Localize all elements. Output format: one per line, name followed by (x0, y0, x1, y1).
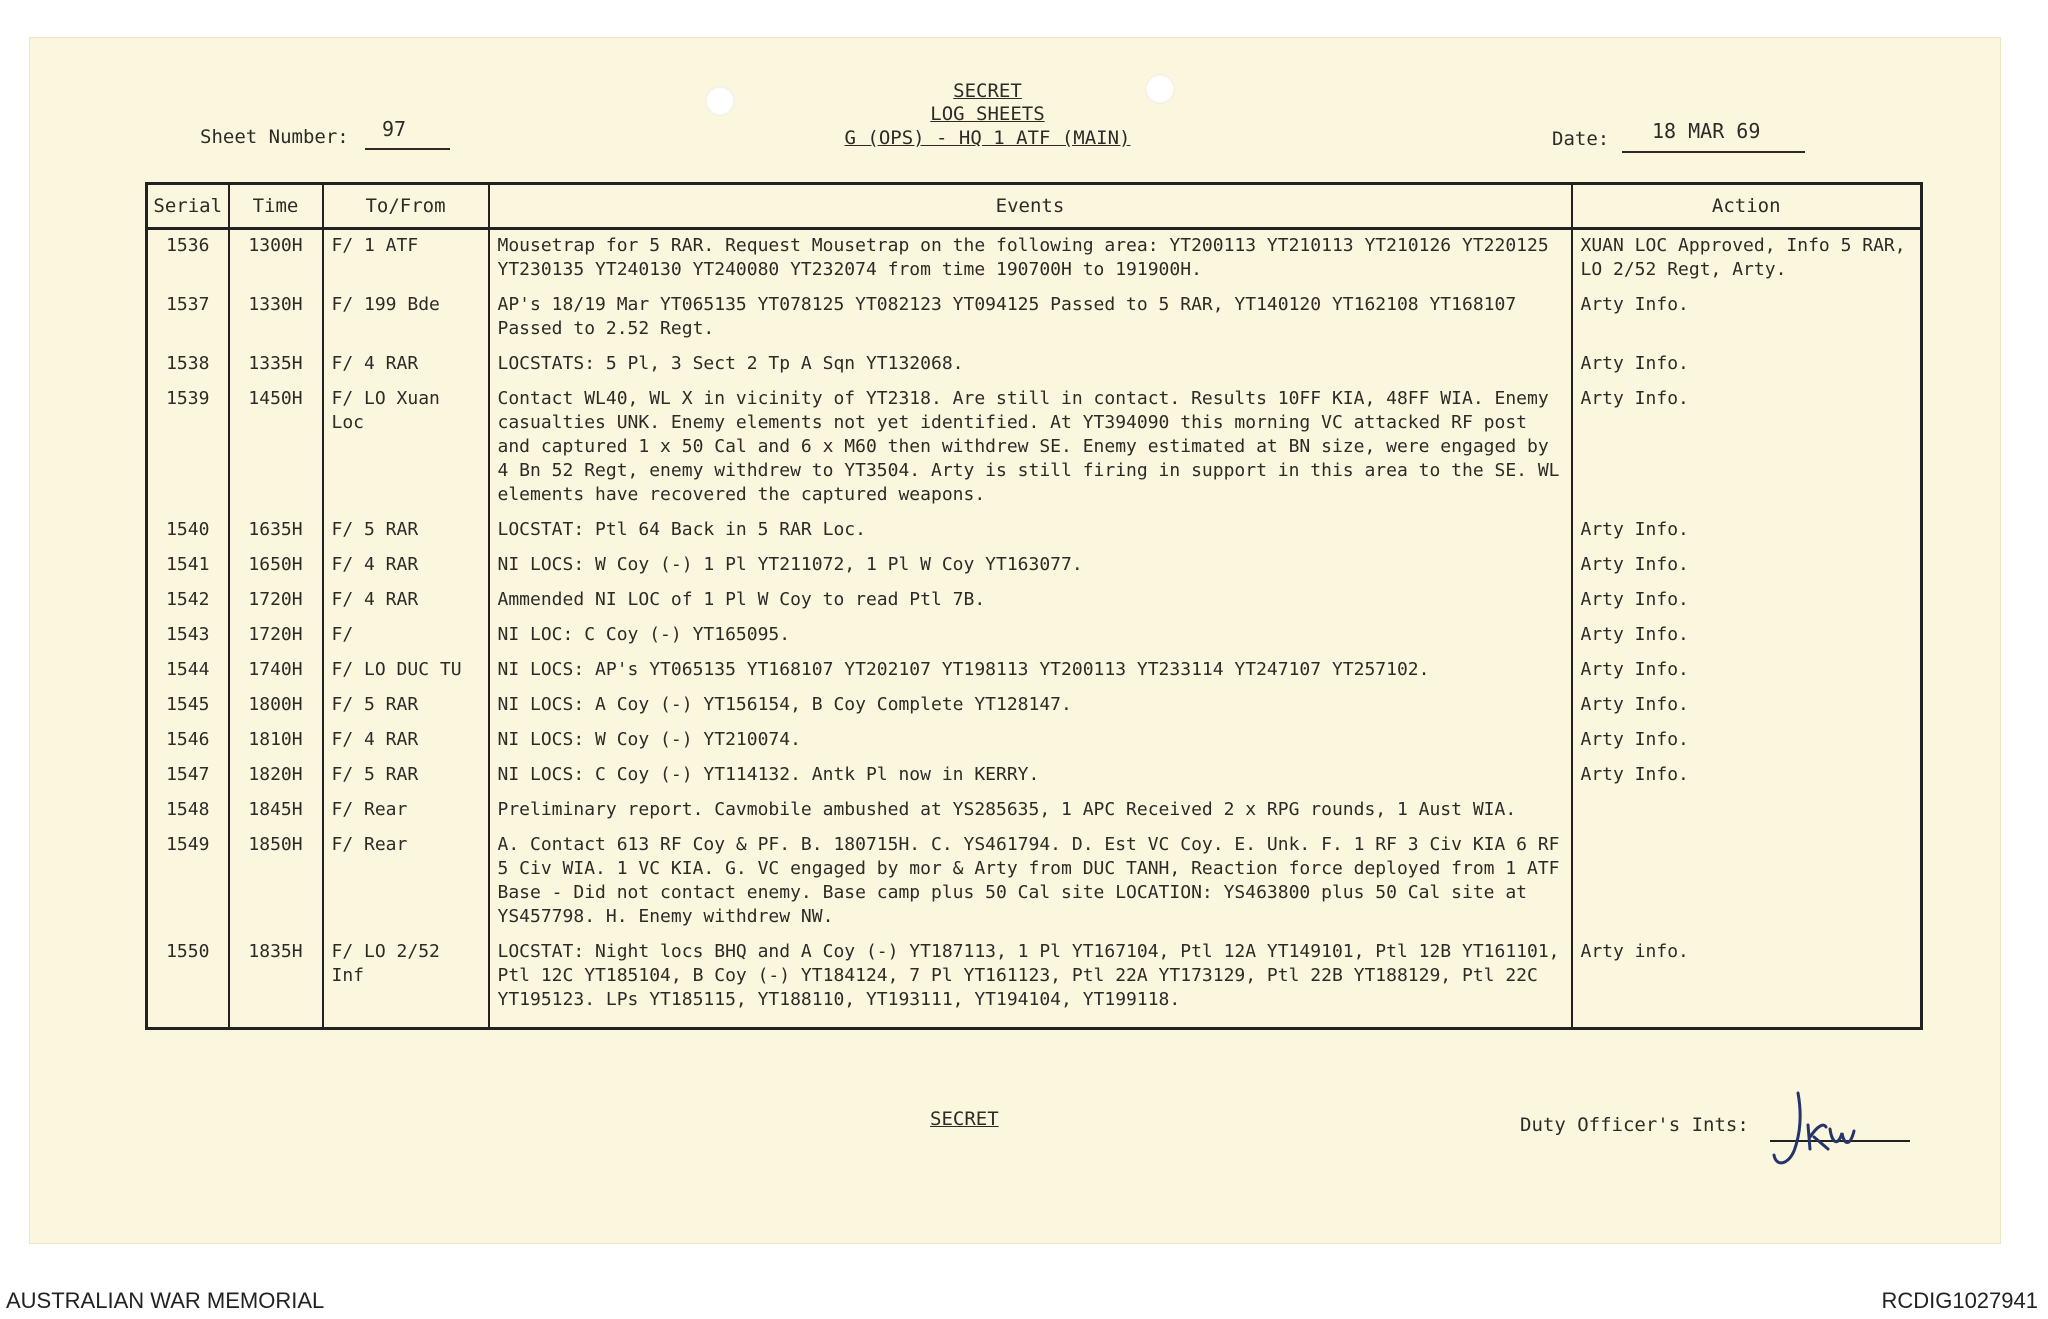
table-header-row (147, 184, 1922, 229)
row-serial: 1548 (166, 799, 210, 820)
row-time: 1850H (229, 829, 323, 936)
column-header-events: Events (489, 184, 1572, 229)
row-events: Ammended NI LOC of 1 Pl W Coy to read Ptl 7B. (489, 584, 1572, 619)
row-action: Arty Info. (1572, 724, 1922, 759)
row-serial: 1542 (166, 589, 210, 610)
table-row (147, 689, 1922, 724)
row-events: NI LOCS: W Coy (-) 1 Pl YT211072, 1 Pl W Coy YT163077. (489, 549, 1572, 584)
row-serial: 1536 (166, 235, 210, 256)
log-table (145, 182, 1923, 1030)
row-tofrom: F/ LO Xuan Loc (323, 383, 489, 514)
row-action: Arty info. (1572, 936, 1922, 1029)
row-tofrom: F/ 4 RAR (323, 348, 489, 383)
row-serial: 1538 (166, 353, 210, 374)
handwritten-signature (1768, 1085, 1878, 1179)
archive-footer-bar (0, 1268, 2048, 1319)
row-events: A. Contact 613 RF Coy & PF. B. 180715H. C. YS461794. D. Est VC Coy. E. Unk. F. 1 RF 3 Civ KIA 6 RF 5 Civ WIA. 1 VC KIA. G. VC engaged by mor & Arty from DUC TANH, Reaction force deployed from 1 ATF Base - Did not contact enemy. Base camp plus 50 Cal site LOCATION: YS463800 plus 50 Cal site at YS457798. H. Enemy withdrew NW. (489, 829, 1572, 936)
row-events: LOCSTATS: 5 Pl, 3 Sect 2 Tp A Sqn YT132068. (489, 348, 1572, 383)
table-row (147, 229, 1922, 290)
header-title: LOG SHEETS (930, 103, 1045, 125)
archive-source: AUSTRALIAN WAR MEMORIAL (6, 1288, 325, 1313)
archive-reference: RCDIG1027941 (1881, 1288, 2038, 1313)
row-tofrom: F/ LO DUC TU (323, 654, 489, 689)
row-action: XUAN LOC Approved, Info 5 RAR, LO 2/52 Regt, Arty. (1572, 229, 1922, 290)
table-row (147, 829, 1922, 936)
row-time: 1330H (229, 289, 323, 348)
table-row (147, 759, 1922, 794)
row-time: 1820H (229, 759, 323, 794)
row-tofrom: F/ 1 ATF (323, 229, 489, 290)
row-serial: 1547 (166, 764, 210, 785)
row-tofrom: F/ 5 RAR (323, 689, 489, 724)
row-tofrom: F/ Rear (323, 829, 489, 936)
row-tofrom: F/ 199 Bde (323, 289, 489, 348)
table-row (147, 794, 1922, 829)
row-time: 1845H (229, 794, 323, 829)
table-row (147, 289, 1922, 348)
row-events: Preliminary report. Cavmobile ambushed at YS285635, 1 APC Received 2 x RPG rounds, 1 Aust WIA. (489, 794, 1572, 829)
row-events: Mousetrap for 5 RAR. Request Mousetrap on the following area: YT200113 YT210113 YT210126 YT220125 YT230135 YT240130 YT240080 YT232074 from time 190700H to 191900H. (489, 229, 1572, 290)
header-unit: G (OPS) - HQ 1 ATF (MAIN) (844, 127, 1131, 149)
date-label: Date: (1552, 128, 1610, 150)
row-serial: 1540 (166, 519, 210, 540)
row-action (1572, 794, 1922, 829)
row-events: LOCSTAT: Ptl 64 Back in 5 RAR Loc. (489, 514, 1572, 549)
row-time: 1835H (229, 936, 323, 1029)
row-time: 1800H (229, 689, 323, 724)
row-events: Contact WL40, WL X in vicinity of YT2318. Are still in contact. Results 10FF KIA, 48FF WIA. Enemy casualties UNK. Enemy elements not yet identified. At YT394090 this morning VC attacked RF post and captured 1 x 50 Cal and 6 x M60 then withdrew SE. Enemy estimated at BN size, were engaged by 4 Bn 52 Regt, enemy withdrew to YT3504. Arty is still firing in support in this area to the SE. WL elements have recovered the captured weapons. (489, 383, 1572, 514)
column-header-serial: Serial (147, 184, 229, 229)
row-serial: 1541 (166, 554, 210, 575)
row-serial: 1543 (166, 624, 210, 645)
row-serial: 1550 (166, 941, 210, 962)
row-action: Arty Info. (1572, 289, 1922, 348)
table-row (147, 654, 1922, 689)
table-row (147, 936, 1922, 1029)
sheet-number-value: 97 (382, 117, 407, 141)
table-row (147, 348, 1922, 383)
sheet-number-label: Sheet Number: (200, 126, 349, 148)
duty-officer-label: Duty Officer's Ints: (1520, 1114, 1749, 1136)
row-tofrom: F/ 5 RAR (323, 514, 489, 549)
row-action: Arty Info. (1572, 383, 1922, 514)
row-events: NI LOC: C Coy (-) YT165095. (489, 619, 1572, 654)
date-line (1622, 151, 1805, 153)
row-action: Arty Info. (1572, 584, 1922, 619)
row-time: 1740H (229, 654, 323, 689)
row-tofrom: F/ 4 RAR (323, 584, 489, 619)
row-tofrom: F/ 4 RAR (323, 724, 489, 759)
row-tofrom: F/ 5 RAR (323, 759, 489, 794)
sheet-number-line (365, 148, 450, 150)
row-serial: 1545 (166, 694, 210, 715)
footer-classification: SECRET (930, 1108, 999, 1130)
row-serial: 1549 (166, 834, 210, 855)
column-header-action: Action (1572, 184, 1922, 229)
row-action: Arty Info. (1572, 514, 1922, 549)
row-serial: 1539 (166, 388, 210, 409)
row-action: Arty Info. (1572, 654, 1922, 689)
row-tofrom: F/ 4 RAR (323, 549, 489, 584)
row-tofrom: F/ (323, 619, 489, 654)
row-time: 1650H (229, 549, 323, 584)
row-events: NI LOCS: C Coy (-) YT114132. Antk Pl now in KERRY. (489, 759, 1572, 794)
row-events: NI LOCS: W Coy (-) YT210074. (489, 724, 1572, 759)
column-header-time: Time (229, 184, 323, 229)
row-events: LOCSTAT: Night locs BHQ and A Coy (-) YT187113, 1 Pl YT167104, Ptl 12A YT149101, Ptl 12B YT161101, Ptl 12C YT185104, B Coy (-) YT184124, 7 Pl YT161123, Ptl 22A YT173129, Ptl 22B YT188129, Ptl 22C YT195123. LPs YT185115, YT188110, YT193111, YT194104, YT199118. (489, 936, 1572, 1029)
row-serial: 1546 (166, 729, 210, 750)
row-action: Arty Info. (1572, 348, 1922, 383)
row-time: 1300H (229, 229, 323, 290)
row-time: 1450H (229, 383, 323, 514)
table-row (147, 619, 1922, 654)
row-action: Arty Info. (1572, 689, 1922, 724)
row-tofrom: F/ Rear (323, 794, 489, 829)
punch-hole-right (1145, 74, 1175, 104)
row-time: 1810H (229, 724, 323, 759)
row-events: NI LOCS: AP's YT065135 YT168107 YT202107 YT198113 YT200113 YT233114 YT247107 YT257102. (489, 654, 1572, 689)
header-classification: SECRET (953, 80, 1022, 102)
date-value: 18 MAR 69 (1652, 119, 1761, 143)
row-serial: 1544 (166, 659, 210, 680)
table-row (147, 549, 1922, 584)
row-action (1572, 829, 1922, 936)
column-header-tofrom: To/From (323, 184, 489, 229)
row-action: Arty Info. (1572, 759, 1922, 794)
row-events: NI LOCS: A Coy (-) YT156154, B Coy Complete YT128147. (489, 689, 1572, 724)
table-row (147, 514, 1922, 549)
row-serial: 1537 (166, 294, 210, 315)
row-events: AP's 18/19 Mar YT065135 YT078125 YT082123 YT094125 Passed to 5 RAR, YT140120 YT162108 YT168107 Passed to 2.52 Regt. (489, 289, 1572, 348)
table-row (147, 584, 1922, 619)
table-row (147, 383, 1922, 514)
row-time: 1720H (229, 584, 323, 619)
table-row (147, 724, 1922, 759)
row-action: Arty Info. (1572, 619, 1922, 654)
row-action: Arty Info. (1572, 549, 1922, 584)
punch-hole-left (705, 86, 735, 116)
row-time: 1335H (229, 348, 323, 383)
row-tofrom: F/ LO 2/52 Inf (323, 936, 489, 1029)
row-time: 1635H (229, 514, 323, 549)
row-time: 1720H (229, 619, 323, 654)
